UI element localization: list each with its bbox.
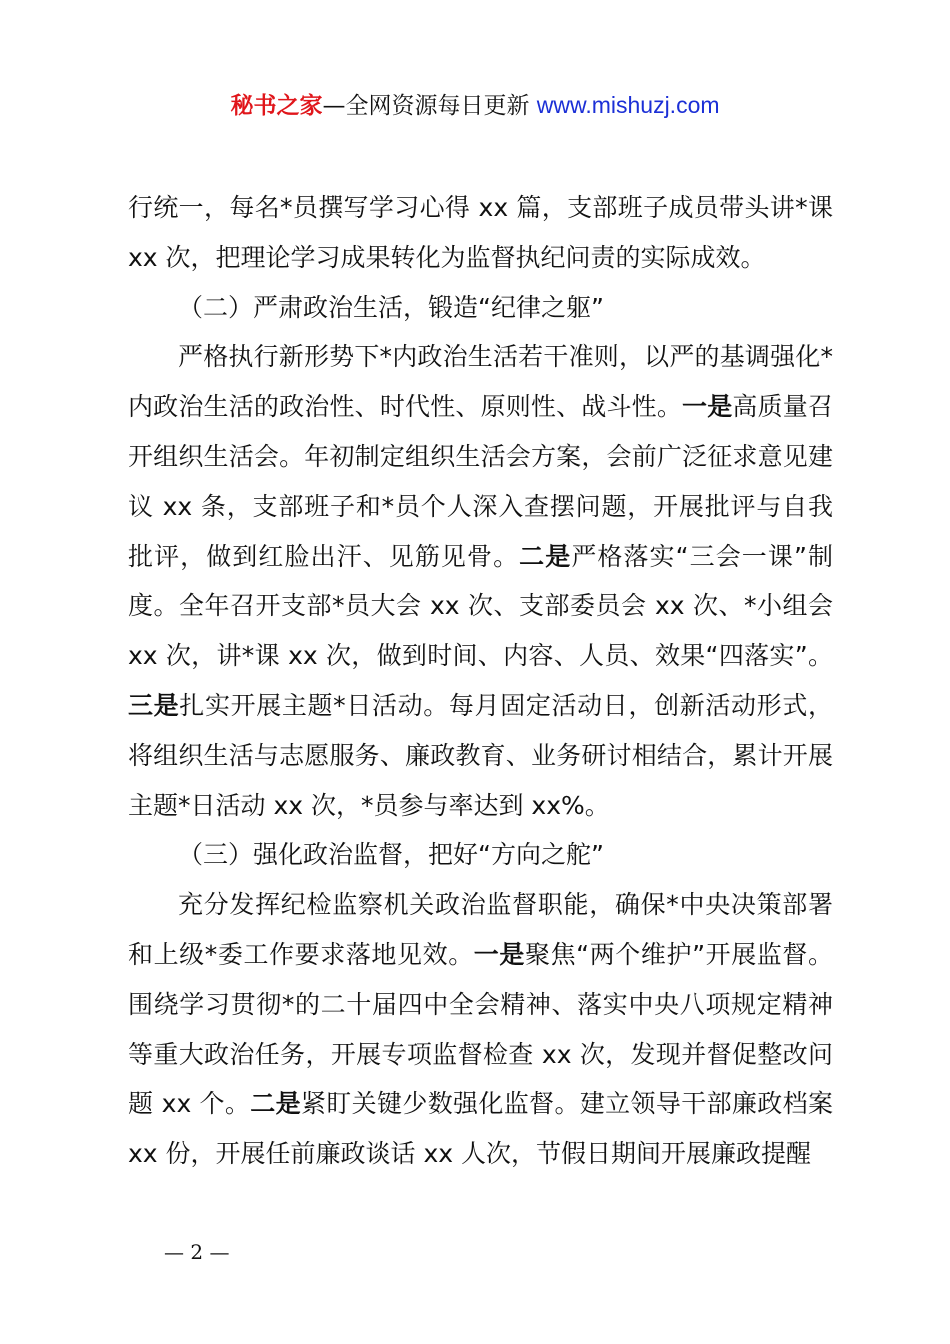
bold-marker: 二是 xyxy=(250,1089,301,1119)
site-brand: 秘书之家 xyxy=(230,93,323,119)
bold-marker: 一是 xyxy=(682,392,733,422)
paragraph-continued: 行统一，每名*员撰写学习心得 xx 篇，支部班子成员带头讲*课 xx 次，把理论学习成果转化为监督执纪问责的实际成效。 xyxy=(128,193,833,272)
page-number: — 2 — xyxy=(164,1240,230,1264)
paragraph-political-supervision: 充分发挥纪检监察机关政治监督职能，确保*中央决策部署和上级*委工作要求落地见效。一是聚焦“两个维护”开展监督。围绕学习贯彻*的二十届四中全会精神、落实中央八项规定精神等重大政治任务，开展专项监督检查 xx 次，发现并督促整改问题 xx 个。二是紧盯关键少数强化监督。建立领导干部廉政档案 xx 份，开展任前廉政谈话 xx 人次，节假日期间开展廉政提醒 xyxy=(128,890,833,1169)
section-heading-2: （二）严肃政治生活，锻造“纪律之躯” xyxy=(178,292,604,322)
header-tagline: —全网资源每日更新 xyxy=(322,93,537,119)
paragraph-political-life: 严格执行新形势下*内政治生活若干准则，以严的基调强化*内政治生活的政治性、时代性、原则性、战斗性。一是高质量召开组织生活会。年初制定组织生活会方案，会前广泛征求意见建议 xx 条，支部班子和*员个人深入查摆问题，开展批评与自我批评，做到红脸出汗、见筋见骨。二是严格落实“三会一课”制度。全年召开支部*员大会 xx 次、支部委员会 xx 次、*小组会 xx 次，讲*课 xx 次，做到时间、内容、人员、效果“四落实”。三是扎实开展主题*日活动。每月固定活动日，创新活动形式，将组织生活与志愿服务、廉政教育、业务研讨相结合，累计开展主题*日活动 xx 次，*员参与率达到 xx%。 xyxy=(128,342,833,820)
site-url-link[interactable]: www.mishuzj.com xyxy=(536,92,720,118)
bold-marker: 一是 xyxy=(473,939,525,969)
document-body xyxy=(128,183,833,1179)
bold-marker: 二是 xyxy=(519,541,572,571)
section-heading-3: （三）强化政治监督，把好“方向之舵” xyxy=(178,840,604,870)
page-header xyxy=(0,88,950,123)
bold-marker: 三是 xyxy=(128,690,180,720)
